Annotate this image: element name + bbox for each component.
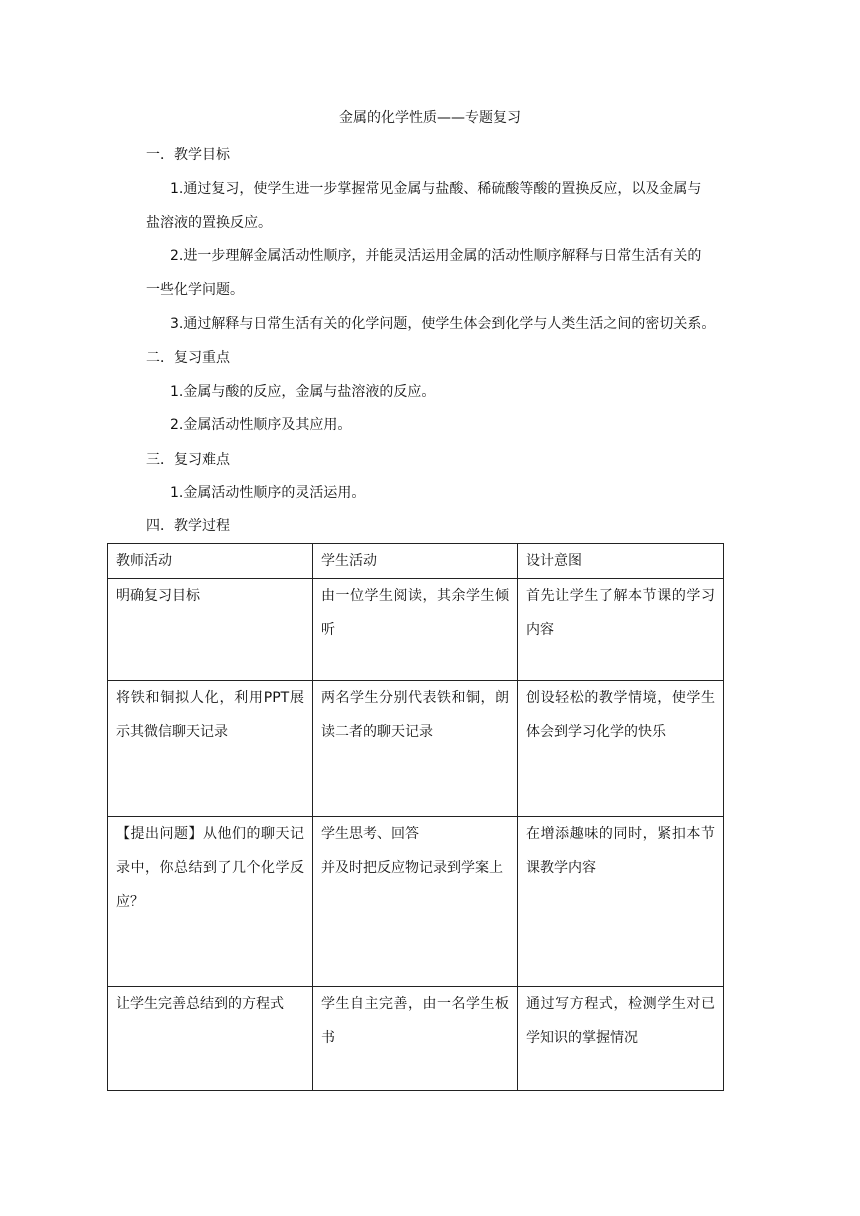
objective-1-line-2: 盐溶液的置换反应。 bbox=[146, 215, 272, 231]
section-heading-difficulty: 三．复习难点 bbox=[146, 452, 230, 468]
header-student-activity: 学生活动 bbox=[313, 544, 518, 579]
header-design-intent: 设计意图 bbox=[518, 544, 724, 579]
table-row bbox=[108, 579, 724, 681]
design-intent-cell: 创设轻松的教学情境，使学生体会到学习化学的快乐 bbox=[526, 690, 715, 740]
objective-2-line-2: 一些化学问题。 bbox=[146, 282, 244, 298]
table-header-row bbox=[108, 544, 724, 579]
teacher-activity-cell: 明确复习目标 bbox=[116, 588, 200, 604]
student-activity-cell: 由一位学生阅读，其余学生倾听 bbox=[321, 588, 509, 638]
objective-1-line-1: 1.通过复习，使学生进一步掌握常见金属与盐酸、稀硫酸等酸的置换反应，以及金属与 bbox=[170, 181, 702, 197]
difficulty-1: 1.金属活动性顺序的灵活运用。 bbox=[170, 485, 366, 501]
teaching-process-table bbox=[107, 543, 724, 1091]
section-heading-objectives: 一．教学目标 bbox=[146, 147, 230, 163]
teacher-activity-cell: 将铁和铜拟人化，利用PPT展示其微信聊天记录 bbox=[116, 690, 304, 740]
teacher-activity-cell: 【提出问题】从他们的聊天记录中，你总结到了几个化学反应？ bbox=[116, 826, 304, 910]
table-row bbox=[108, 681, 724, 817]
section-heading-key-points: 二．复习重点 bbox=[146, 350, 230, 366]
document-title: 金属的化学性质——专题复习 bbox=[339, 110, 521, 126]
header-teacher-activity: 教师活动 bbox=[108, 544, 313, 579]
objective-3: 3.通过解释与日常生活有关的化学问题，使学生体会到化学与人类生活之间的密切关系。 bbox=[170, 316, 716, 332]
student-activity-cell: 学生思考、回答 并及时把反应物记录到学案上 bbox=[321, 826, 503, 876]
student-activity-cell: 学生自主完善，由一名学生板书 bbox=[321, 996, 509, 1046]
table-row bbox=[108, 817, 724, 987]
key-point-1: 1.金属与酸的反应，金属与盐溶液的反应。 bbox=[170, 384, 436, 400]
design-intent-cell: 通过写方程式，检测学生对已学知识的掌握情况 bbox=[526, 996, 715, 1046]
table-row bbox=[108, 987, 724, 1091]
key-point-2: 2.金属活动性顺序及其应用。 bbox=[170, 417, 352, 433]
teacher-activity-cell: 让学生完善总结到的方程式 bbox=[116, 996, 284, 1012]
student-activity-cell: 两名学生分别代表铁和铜，朗读二者的聊天记录 bbox=[321, 690, 509, 740]
objective-2-line-1: 2.进一步理解金属活动性顺序，并能灵活运用金属的活动性顺序解释与日常生活有关的 bbox=[170, 248, 702, 264]
design-intent-cell: 首先让学生了解本节课的学习内容 bbox=[526, 588, 715, 638]
section-heading-process: 四．教学过程 bbox=[146, 518, 230, 534]
design-intent-cell: 在增添趣味的同时，紧扣本节课教学内容 bbox=[526, 826, 715, 876]
